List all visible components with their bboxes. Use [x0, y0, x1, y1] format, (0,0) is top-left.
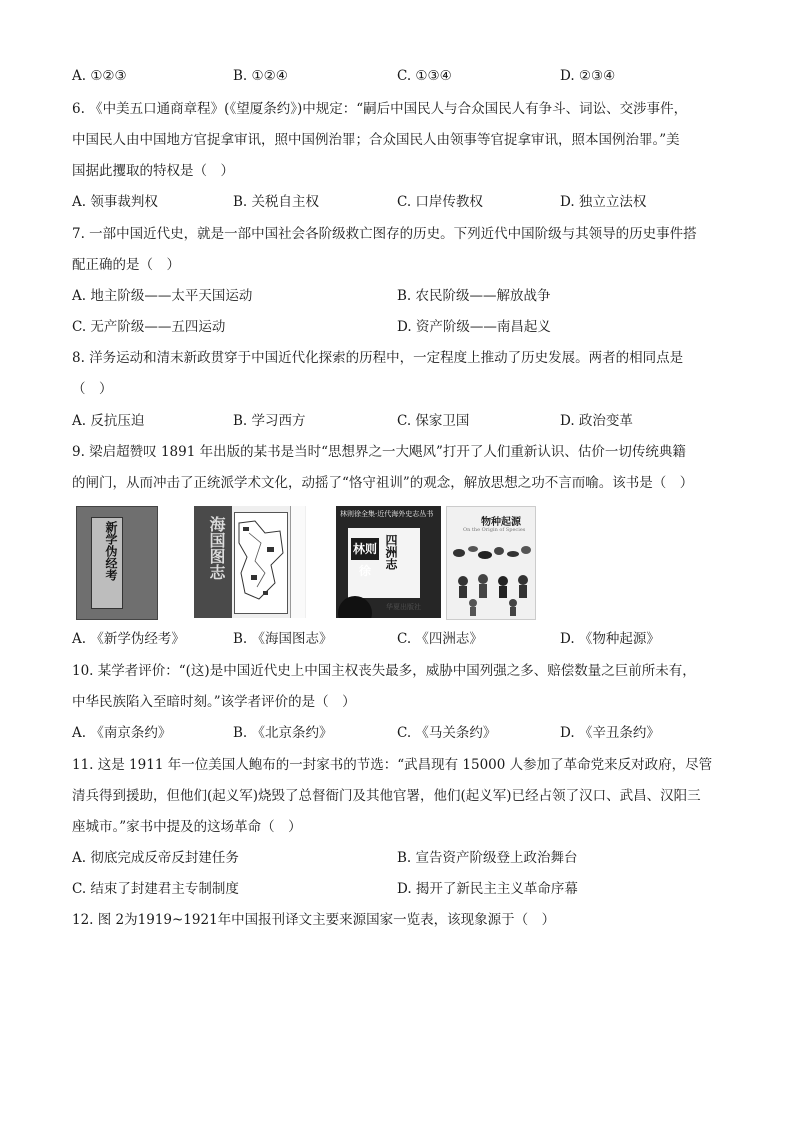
q7-option-a: A. 地主阶级——太平天国运动 [72, 288, 253, 304]
q7-stem-line: 配正确的是（ ） [72, 257, 180, 273]
q7-option-b: B. 农民阶级——解放战争 [397, 288, 551, 304]
q10-option-c: C. 《马关条约》 [397, 725, 497, 741]
book-cover-title: 海国图志 [207, 516, 226, 580]
q12-stem-line: 12. 图 2为1919~1921年中国报刊译文主要来源国家一览表，该现象源于（ ） [72, 912, 556, 928]
q9-option-a: A. 《新学伪经考》 [72, 631, 185, 647]
q6-option-c: C. 口岸传教权 [397, 194, 483, 210]
q6-option-b: B. 关税自主权 [233, 194, 320, 210]
book-image-origin-of-species [446, 506, 536, 620]
q6-option-a: A. 领事裁判权 [72, 194, 158, 210]
q11-stem-line: 清兵得到援助，但他们(起义军)烧毁了总督衙门及其他官署，他们(起义军)已经占领了汉口、武昌、汉阳三 [72, 788, 701, 804]
q5-option-a: A. ①②③ [72, 68, 127, 84]
book-series-header: 林则徐全集·近代海外史志丛书 [340, 510, 434, 518]
book-cover-title: 新学伪经考 [104, 521, 118, 581]
q8-stem-line: （ ） [72, 381, 113, 397]
q5-option-c: C. ①③④ [397, 68, 452, 84]
q9-option-d: D. 《物种起源》 [560, 631, 660, 647]
q11-stem-line: 11. 这是 1911 年一位美国人鲍布的一封家书的节选：“武昌现有 15000 人参加了革命党来反对政府，尽管 [72, 757, 713, 773]
q10-stem-line: 中华民族陷入至暗时刻。”该学者评价的是（ ） [72, 694, 356, 710]
q5-option-d: D. ②③④ [560, 68, 616, 84]
book-publisher: 华夏出版社 [386, 603, 421, 611]
q8-option-d: D. 政治变革 [560, 413, 633, 429]
primates-illustration [453, 571, 533, 617]
q8-option-b: B. 学习西方 [233, 413, 306, 429]
book-image-sizhou-zhi [336, 506, 444, 618]
q6-stem-line: 国据此攫取的特权是（ ） [72, 163, 234, 179]
book-cover-title: 物种起源 [481, 517, 521, 528]
q8-option-a: A. 反抗压迫 [72, 413, 145, 429]
q11-option-a: A. 彻底完成反帝反封建任务 [72, 850, 239, 866]
book-cover-subtitle: On the Origin of Species [463, 527, 526, 533]
q9-option-b: B. 《海国图志》 [233, 631, 333, 647]
q7-option-c: C. 无产阶级——五四运动 [72, 319, 226, 335]
book-cover-title: 四洲志 [384, 534, 398, 570]
q5-option-b: B. ①②④ [233, 68, 288, 84]
q6-stem-line: 中国民人由中国地方官捉拿审讯，照中国例治罪；合众国民人由领事等官捉拿审讯，照本国例治罪。”美 [72, 132, 680, 148]
q7-option-d: D. 资产阶级——南昌起义 [397, 319, 551, 335]
q9-stem-line: 的闸门，从而冲击了正统派学术文化，动摇了“恪守祖训”的观念，解放思想之功不言而喻。该书是（ ） [72, 475, 694, 491]
q8-stem-line: 8. 洋务运动和清末新政贯穿于中国近代化探索的历程中，一定程度上推动了历史发展。两者的相同点是 [72, 350, 684, 366]
q7-stem-line: 7. 一部中国近代史，就是一部中国社会各阶级救亡图存的历史。下列近代中国阶级与其领导的历史事件搭 [72, 226, 697, 242]
book-image-xinxue-weijing-kao [76, 506, 158, 620]
q11-option-d: D. 揭开了新民主主义革命序幕 [397, 881, 578, 897]
book-author-name: 林则徐 [351, 538, 379, 560]
book-image-haiguo-tuzhi [194, 506, 306, 618]
q6-option-d: D. 独立立法权 [560, 194, 647, 210]
q10-stem-line: 10. 某学者评价：“(这)是中国近代史上中国主权丧失最多，威胁中国列强之多、赔偿数量之巨前所未有， [72, 663, 696, 679]
q11-option-c: C. 结束了封建君主专制制度 [72, 881, 239, 897]
q8-option-c: C. 保家卫国 [397, 413, 470, 429]
q9-option-c: C. 《四洲志》 [397, 631, 483, 647]
q10-option-a: A. 《南京条约》 [72, 725, 172, 741]
species-band-illustration [451, 539, 533, 567]
q10-option-d: D. 《辛丑条约》 [560, 725, 660, 741]
q6-stem-line: 6. 《中美五口通商章程》(《望厦条约》)中规定：“嗣后中国民人与合众国民人有争斗、词讼、交涉事件， [72, 101, 688, 117]
map-illustration [235, 513, 287, 613]
q11-option-b: B. 宣告资产阶级登上政治舞台 [397, 850, 578, 866]
q9-stem-line: 9. 梁启超赞叹 1891 年出版的某书是当时“思想界之一大飓风”打开了人们重新认识、估价一切传统典籍 [72, 444, 686, 460]
q11-stem-line: 座城市。”家书中提及的这场革命（ ） [72, 819, 302, 835]
q10-option-b: B. 《北京条约》 [233, 725, 333, 741]
